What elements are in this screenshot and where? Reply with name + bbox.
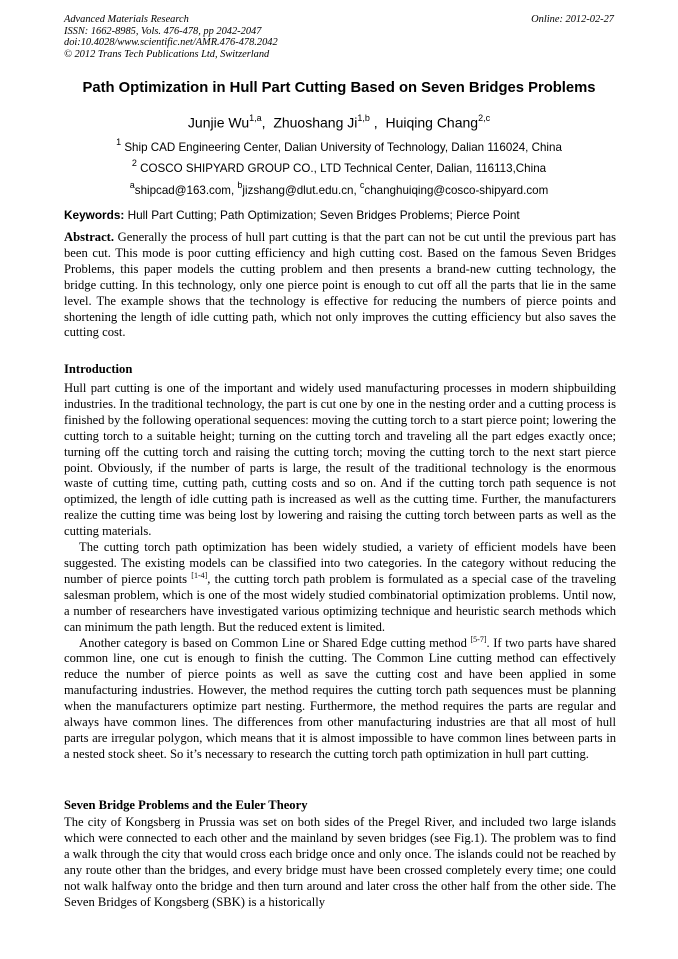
paragraph-text: The cutting torch path optimization has been widely studied, a variety of efficient models have been suggested. The existing models can be classified into two categories. In the category without reducing the number of pierce points <box>64 540 616 586</box>
section-heading: Seven Bridge Problems and the Euler Theory <box>64 798 308 812</box>
paragraph-text: , the cutting torch path problem is formulated as a special case of the traveling salesman problem, which is one of the most widely studied combinatorial optimization problems. Until now, a number of researchers have investigated various optimizing technique and heuristic search methods which can minimum the path length. But the reduced extent is limited. <box>64 571 616 634</box>
intro-paragraph-3 <box>64 636 616 763</box>
affiliation-2 <box>0 159 678 175</box>
citation: [5-7] <box>470 634 487 644</box>
abstract-label: Abstract. <box>64 230 115 244</box>
doi-line: doi:10.4028/www.scientific.net/AMR.476-478.2042 <box>64 37 278 49</box>
introduction-heading: Introduction <box>64 362 133 376</box>
author-sup: 1,b <box>357 113 370 123</box>
email-address: shipcad@163.com, <box>134 183 238 197</box>
affiliation-text: Ship CAD Engineering Center, Dalian University of Technology, Dalian 116024, China <box>121 140 562 154</box>
online-date: Online: 2012-02-27 <box>531 14 614 25</box>
introduction-body <box>64 381 616 763</box>
author-name: Huiqing Chang <box>385 114 479 131</box>
author-separator: , <box>261 114 274 131</box>
email-sup: c <box>359 180 365 190</box>
email-sup: b <box>237 180 243 190</box>
intro-paragraph-2 <box>64 540 616 635</box>
paper-title: Path Optimization in Hull Part Cutting Based on Seven Bridges Problems <box>82 80 596 96</box>
author-sup: 2,c <box>478 113 491 123</box>
author-list <box>0 114 678 131</box>
section-paragraph-1: The city of Kongsberg in Prussia was set on both sides of the Pregel River, and included two large islands which were connected to each other and the mainland by seven bridges (see Fig.1). The problem was to find a walk through the city that would cross each bridge once and only once. The islands could not be reached by any route other than the bridges, and every bridge must have been crossed completely every time; one could not walk halfway onto the bridge and then turn around and later cross the other half from the other side. The Seven Bridges of Kongsberg (SBK) is a historically <box>64 815 616 909</box>
email-address: jizshang@dlut.edu.cn, <box>242 183 360 197</box>
section-body <box>64 815 616 910</box>
journal-header <box>64 14 278 60</box>
affiliation-sup: 1 <box>116 137 122 147</box>
keywords-text: Hull Part Cutting; Path Optimization; Seven Bridges Problems; Pierce Point <box>124 208 520 222</box>
keywords-label: Keywords: <box>64 208 125 222</box>
email-sup: a <box>129 180 135 190</box>
copyright-line: © 2012 Trans Tech Publications Ltd, Switzerland <box>64 48 270 60</box>
affiliation-text: COSCO SHIPYARD GROUP CO., LTD Technical Center, Dalian, 116113,China <box>136 161 547 175</box>
abstract-text: Generally the process of hull part cutting is that the part can not be cut until the previous part has been cut. This mode is poor cutting efficiency and high cutting cost. Based on the famous Seven Bridges Problems, this paper models the cutting problem and then presents a brand-new cutting technology, the bridge cutting. In this technology, only one pierce point is enough to cut off all the parts that lie in the same level. The example shows that the technology is effective for reducing the numbers of pierce points and shortening the length of idle cutting path, which not only improves the cutting efficiency but also saves the cutting cost. <box>64 230 616 340</box>
paragraph-text: . If two parts have shared common line, one cut is enough to finish the cutting. The Common Line cutting method can effectively reduce the number of pierce points as well as save the cutting cost and have been applied in some manufacturing industries. However, the method requires the cutting torch path sequences must be planning when the manufacturers optimize part nesting. Furthermore, the method requires the parts are regular and always have common lines. The differences from other manufacturing industries are that all most of hull parts are irregular polygon, which means that it is almost impossible to have common lines between parts in a nested stock sheet. So it’s necessary to research the cutting torch path optimization in hull part cutting. <box>64 635 617 761</box>
journal-name: Advanced Materials Research <box>64 14 189 25</box>
author-separator: , <box>369 114 386 131</box>
citation: [1-4] <box>191 570 208 580</box>
keywords <box>64 208 616 222</box>
issn-line: ISSN: 1662-8985, Vols. 476-478, pp 2042-2047 <box>64 25 262 37</box>
affiliation-1 <box>0 138 678 154</box>
abstract <box>64 230 616 341</box>
paragraph-text: Another category is based on Common Line or Shared Edge cutting method <box>79 635 471 650</box>
author-sup: 1,a <box>249 113 262 123</box>
email-address: changhuiqing@cosco-shipyard.com <box>364 183 549 197</box>
author-name: Zhuoshang Ji <box>273 114 358 131</box>
affiliation-sup: 2 <box>131 158 137 168</box>
author-name: Junjie Wu <box>187 114 250 131</box>
intro-paragraph-1: Hull part cutting is one of the important and widely used manufacturing processes in modern shipbuilding industries. In the traditional technology, the part is cut one by one in the nesting order and a cutting process is finished by the following operational sequences: moving the cutting torch to a start pierce point; lowering the cutting torch to a suitable height; turning on the cutting torch and traveling all the part edges exactly once; turning off the cutting torch and raising the cutting torch; moving the cutting torch to the next start pierce point. Obviously, if the number of parts is large, the result of the traditional technology is the enormous waste of cutting time, cutting path, cutting costs and so on. And if the cutting torch path sequence is not optimized, the length of idle cutting path is increased as well as the cutting time. Further, the manufacturers realize the cutting time was being lost by lowering and raising the cutting torch between parts as well as the cutting materials. <box>64 381 616 539</box>
email-list <box>0 181 678 197</box>
